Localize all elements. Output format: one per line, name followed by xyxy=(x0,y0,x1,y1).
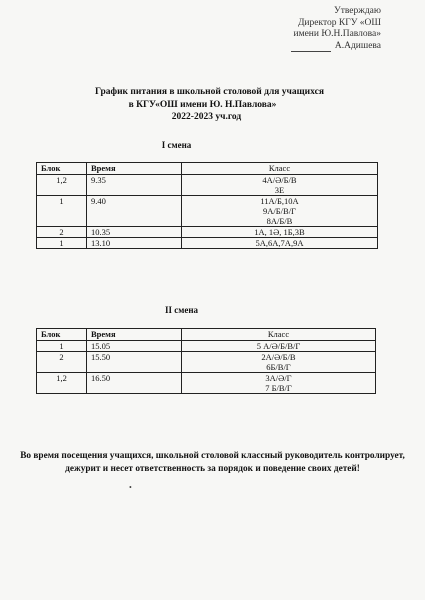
cell-block: 1,2 xyxy=(37,175,87,196)
table-row xyxy=(37,373,376,394)
document-title xyxy=(0,86,425,124)
title-line-2: в КГУ«ОШ имени Ю. Н.Павлова» xyxy=(128,99,277,110)
cell-classes xyxy=(182,196,378,227)
header-block: Блок xyxy=(37,329,87,341)
class-entry: 6Б/В/Г xyxy=(266,362,291,372)
header-class: Класс xyxy=(182,163,378,175)
approval-line-4: А.Адишева xyxy=(334,40,381,51)
shift-1-heading: I смена xyxy=(161,140,192,150)
cell-classes xyxy=(182,227,378,238)
cell-classes xyxy=(182,341,376,352)
cell-time: 15.50 xyxy=(87,352,182,373)
table-row xyxy=(37,196,378,227)
cell-block: 2 xyxy=(37,352,87,373)
title-line-3: 2022-2023 уч.год xyxy=(171,112,242,122)
shift-1-table xyxy=(36,162,378,249)
class-entry: 5А,6А,7А,9А xyxy=(255,238,304,248)
approval-line-3: имени Ю.Н.Павлова» xyxy=(293,29,381,39)
shift-2-table xyxy=(36,328,376,394)
cell-time: 15.05 xyxy=(87,341,182,352)
class-entry: 7 Б/В/Г xyxy=(265,383,292,393)
class-entry: 8А/Б/В xyxy=(266,216,293,226)
header-block: Блок xyxy=(37,163,87,175)
table-row xyxy=(37,352,376,373)
footer-note: Во время посещения учащихся, школьной столовой классный руководитель контролирует, дежурит и несет ответственность за порядок и поведение своих детей! xyxy=(20,451,405,474)
class-entry: 4А/Ә/Б/В xyxy=(262,175,297,185)
class-entry: 3Е xyxy=(274,185,285,195)
cell-time: 13.10 xyxy=(87,238,182,249)
cell-classes xyxy=(182,175,378,196)
shift-2-heading: II смена xyxy=(164,305,199,315)
cell-classes xyxy=(182,352,376,373)
class-entry: 3А/Ә/Г xyxy=(265,373,292,383)
table-header-row xyxy=(37,163,378,175)
cell-classes xyxy=(182,238,378,249)
table-row xyxy=(37,238,378,249)
signature-underline xyxy=(291,42,331,52)
cell-time: 10.35 xyxy=(87,227,182,238)
approval-line-1: Утверждаю xyxy=(334,6,381,16)
class-entry: 1А, 1Ә, 1Б,3В xyxy=(254,227,305,237)
cell-time: 9.40 xyxy=(87,196,182,227)
table-row xyxy=(37,175,378,196)
table-row xyxy=(37,341,376,352)
cell-time: 16.50 xyxy=(87,373,182,394)
class-entry: 5 А/Ә/Б/В/Г xyxy=(256,341,301,351)
class-entry: 2А/Ә/Б/В xyxy=(261,352,296,362)
table-row xyxy=(37,227,378,238)
cell-block: 1,2 xyxy=(37,373,87,394)
cell-block: 1 xyxy=(37,341,87,352)
cell-time: 9.35 xyxy=(87,175,182,196)
cell-block: 2 xyxy=(37,227,87,238)
ink-dot: • xyxy=(129,483,132,492)
approval-line-2: Директор КГУ «ОШ xyxy=(297,17,381,28)
table-header-row xyxy=(37,329,376,341)
header-time: Время xyxy=(87,163,182,175)
cell-block: 1 xyxy=(37,238,87,249)
cell-block: 1 xyxy=(37,196,87,227)
title-line-1: График питания в школьной столовой для учащихся xyxy=(95,87,324,97)
approval-stamp xyxy=(291,6,381,52)
header-class: Класс xyxy=(182,329,376,341)
cell-classes xyxy=(182,373,376,394)
header-time: Время xyxy=(87,329,182,341)
class-entry: 11А/Б,10А xyxy=(260,196,299,206)
class-entry: 9А/Б/В/Г xyxy=(263,206,296,216)
approval-signature-line xyxy=(291,41,381,53)
